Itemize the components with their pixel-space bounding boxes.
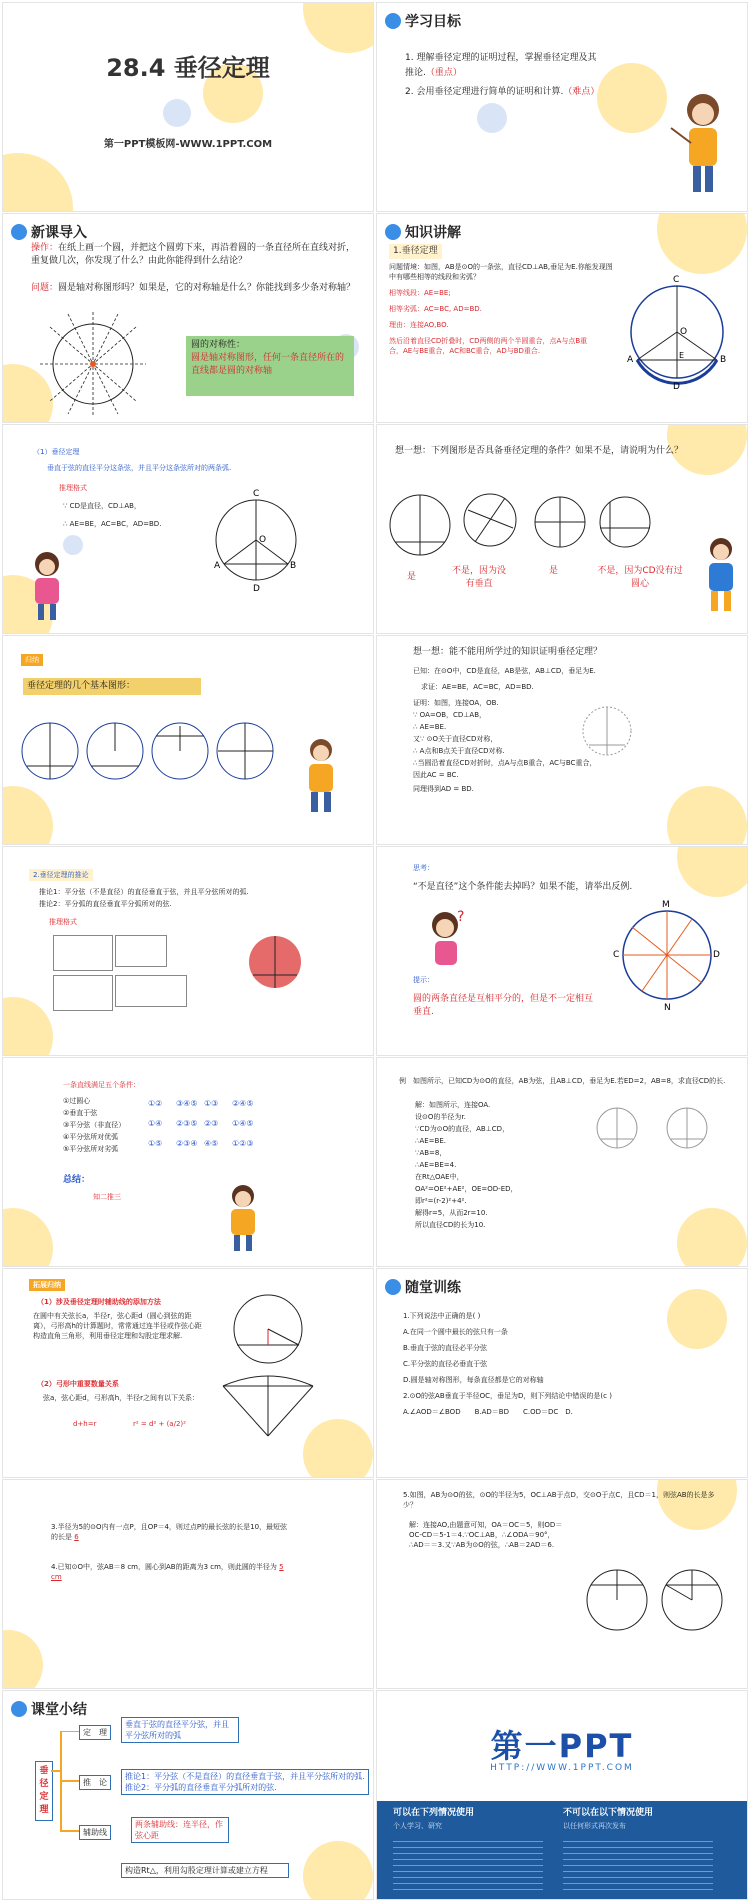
solution-9: 即r²=(r-2)²+4².	[415, 1197, 467, 1205]
formula-1: d+h=r	[73, 1420, 97, 1428]
counterexample-figure	[612, 897, 722, 1012]
question-text: 问题：圆是轴对称图形吗？如果是，它的对称轴是什么？你能找到多少条对称轴？	[31, 283, 356, 293]
section-header: 学习目标	[385, 11, 461, 31]
solution-6: ∴AE=BE=4.	[415, 1161, 457, 1169]
answer-2: 不是，因为没有垂直	[451, 566, 506, 589]
corollary-figure	[245, 927, 305, 997]
svg-text:④⑤: ④⑤	[204, 1139, 219, 1148]
node-auxiliary: 辅助线	[79, 1825, 111, 1840]
decor-circle	[3, 1208, 53, 1266]
basic-figures	[15, 706, 275, 796]
hint-label: 提示：	[413, 976, 434, 984]
decor-circle	[303, 1841, 373, 1899]
reasoning-box-3	[115, 935, 167, 967]
goal-2: 2. 会用垂径定理进行简单的证明和计算.（难点）	[405, 87, 600, 97]
proof-3: ∴ AE=BE.	[413, 723, 447, 731]
forbidden-sub: 以任何形式再次发布	[563, 1822, 626, 1830]
slide-16[interactable]	[377, 1480, 747, 1688]
decor-circle	[3, 153, 73, 211]
solution-8: OA²=OE²+AE²，OE=OD-ED，	[415, 1185, 518, 1193]
given: 已知：在⊙O中，CD是直径，AB是弦，AB⊥CD，垂足为E.	[413, 667, 596, 675]
option-c: C.平分弦的直径必垂直于弦	[403, 1360, 488, 1368]
subsection-label: 2.垂径定理的推论	[29, 869, 93, 881]
reasoning-label: 推理格式	[59, 484, 87, 492]
theorem-text: 垂直于弦的直径平分这条弦，并且平分这条弦所对的两条弧.	[47, 464, 232, 472]
girl-illustration	[425, 907, 469, 971]
solution-1: 解：如图所示，连接OA.	[415, 1101, 491, 1109]
reason: 理由：连接AO,BO.	[389, 321, 449, 329]
reasoning-label: 推理格式	[49, 918, 77, 926]
proof-4: 又∵ ⊙O关于直径CD对称，	[413, 735, 498, 743]
equal-arcs: 相等劣弧：AC=BC, AD=BD.	[389, 305, 482, 313]
slide-15[interactable]	[3, 1480, 373, 1688]
fold-explanation: 然后沿着直径CD折叠时，CD两侧的两个半圆重合，点A与点B重合，AE与BE重合，AC和BC重合，AD与BD重合.	[389, 337, 588, 355]
summary-label: 总结：	[63, 1175, 91, 1185]
reasoning-box-1	[53, 935, 113, 971]
decor-circle	[163, 99, 191, 127]
to-prove: 求证：AE=BE，AC=BC，AD=BD.	[421, 683, 534, 691]
svg-text:①④⑤: ①④⑤	[232, 1119, 254, 1128]
link-list-left	[393, 1836, 543, 1892]
slide-3[interactable]	[3, 214, 373, 422]
svg-text:C: C	[673, 275, 680, 285]
slide-13[interactable]	[3, 1269, 373, 1477]
conditions-title: 一条直线满足五个条件：	[63, 1081, 140, 1089]
symmetry-box: 圆的对称性： 圆是轴对称图形，任何一条直径所在的直线都是圆的对称轴	[186, 336, 354, 396]
slide-4[interactable]	[377, 214, 747, 422]
section-header: 随堂训练	[385, 1277, 461, 1297]
condition-2: ②垂直于弦	[63, 1109, 98, 1117]
reasoning-line-1: ∵ CD是直径，CD⊥AB，	[63, 502, 141, 510]
answer-3: 是	[549, 566, 559, 576]
decor-circle	[477, 103, 507, 133]
svg-text:A: A	[627, 355, 634, 365]
basic-figures-title: 垂径定理的几个基本图形：	[23, 678, 201, 695]
condition-5: ⑤平分弦所对劣弧	[63, 1145, 119, 1153]
bullet-icon	[11, 224, 27, 240]
svg-text:?: ?	[457, 909, 465, 925]
auxiliary-figures	[213, 1291, 333, 1441]
solution-10: 解得r=5，从而2r=10.	[415, 1209, 488, 1217]
svg-text:②③④: ②③④	[176, 1139, 198, 1148]
think-question: 想一想：下列图形是否具备垂径定理的条件？如果不是，请说明为什么？	[395, 446, 684, 456]
proof-7: 因此AC = BC.	[413, 771, 459, 779]
example-text: 例 如图所示，已知CD为⊙O的直径，AB为弦，且AB⊥CD，垂足为E.若ED=2，AB=8，求直径CD的长.	[399, 1077, 726, 1085]
decor-circle	[3, 1630, 43, 1688]
solution-5: ∵AB=8，	[415, 1149, 447, 1157]
relation-title: （2）弓形中重要数量关系	[37, 1380, 119, 1388]
proof-figure	[577, 701, 637, 761]
slide-18[interactable]	[377, 1691, 747, 1899]
method-title: （1）涉及垂径定理时辅助线的添加方法	[37, 1298, 161, 1306]
logo-text: 第一PPT	[490, 1727, 634, 1765]
question-2: 2.⊙O的弦AB垂直于半径OC，垂足为D，则下列结论中错误的是(c )	[403, 1392, 612, 1400]
svg-text:D: D	[253, 584, 260, 594]
slide-7[interactable]	[3, 636, 373, 844]
slide-12[interactable]	[377, 1058, 747, 1266]
bullet-icon	[11, 1701, 27, 1717]
slide-17[interactable]	[3, 1691, 373, 1899]
boy-illustration	[699, 535, 743, 615]
corollary-1: 推论1：平分弦（不是直径）的直径垂直于弦，并且平分弦所对的弧.	[39, 888, 249, 896]
svg-text:③④⑤: ③④⑤	[176, 1099, 198, 1108]
svg-text:A: A	[214, 561, 221, 571]
proof-5: ∴ A点和B点关于直径CD对称.	[413, 747, 505, 755]
slide-8[interactable]	[377, 636, 747, 844]
slide-14[interactable]	[377, 1269, 747, 1477]
proof-2: ∵ OA=OB，CD⊥AB，	[413, 711, 486, 719]
bullet-icon	[385, 13, 401, 29]
question-2-options: A.∠AOD＝∠BOD B.AD＝BD C.OD＝DC D.	[403, 1408, 573, 1416]
svg-text:M: M	[662, 900, 670, 910]
symmetry-circle-figure	[38, 312, 148, 417]
link-list-right	[563, 1836, 713, 1892]
question-4: 4.已知⊙O中，弦AB＝8 cm，圆心到AB的距离为3 cm，则此圆的半径为 5 cm	[51, 1563, 284, 1581]
forbidden-title: 不可以在以下情况使用	[563, 1808, 654, 1818]
decor-circle	[667, 1289, 727, 1349]
node-auxiliary-text: 两条辅助线：连半径，作弦心距	[131, 1817, 229, 1843]
option-d: D.圆是轴对称图形，每条直径都是它的对称轴	[403, 1376, 544, 1384]
svg-text:B: B	[290, 561, 297, 571]
answer-1: 是	[407, 572, 417, 582]
condition-4: ④平分弦所对优弧	[63, 1133, 119, 1141]
svg-text:①③: ①③	[204, 1099, 219, 1108]
solution-4: ∴AE=BE.	[415, 1137, 446, 1145]
section-header: 知识讲解	[385, 222, 461, 242]
svg-text:②③: ②③	[204, 1119, 219, 1128]
subsection-label: （1）垂径定理	[33, 448, 80, 456]
think-label: 思考：	[413, 864, 434, 872]
solution-11: 所以直径CD的长为10.	[415, 1221, 486, 1229]
bullet-icon	[385, 1279, 401, 1295]
proof-6: ∴当圆沿着直径CD对折时，点A与点B重合，AC与BC重合，	[413, 759, 597, 767]
svg-text:①④: ①④	[148, 1119, 163, 1128]
section-header: 课堂小结	[11, 1699, 87, 1719]
check-figures	[385, 490, 685, 560]
solution-3: ∵CD为⊙O的直径，AB⊥CD，	[415, 1125, 510, 1133]
reasoning-line-2: ∴ AE=BE，AC=BC，AD=BD.	[63, 520, 162, 528]
topic-vertical: 垂径定理	[35, 1761, 53, 1821]
goal-1: 1. 理解垂径定理的证明过程，掌握垂径定理及其推论.（重点）	[405, 53, 597, 78]
node-corollary: 推 论	[79, 1775, 111, 1790]
answer-4: 不是，因为CD没有过圆心	[597, 566, 683, 589]
slide-6[interactable]	[377, 425, 747, 633]
slide-1[interactable]	[3, 3, 373, 211]
slide-2[interactable]	[377, 3, 747, 211]
connector-lines	[51, 1731, 81, 1871]
svg-text:N: N	[664, 1003, 671, 1012]
summary-tag: 归纳	[21, 654, 43, 666]
condition-matrix	[148, 1096, 298, 1156]
node-final-text: 构造Rt△，利用勾股定理计算或建立方程	[121, 1863, 289, 1878]
slide-10[interactable]	[377, 847, 747, 1055]
boy-illustration	[299, 736, 343, 816]
subtitle: 第一PPT模板网-WWW.1PPT.COM	[103, 139, 273, 150]
option-a: A.在同一个圆中最长的弦只有一条	[403, 1328, 508, 1336]
relation-text: 弦a，弦心距d，弓形高h，半径r之间有以下关系：	[43, 1394, 200, 1402]
theorem-figure	[208, 480, 308, 600]
decor-circle	[3, 997, 53, 1055]
svg-text:②④⑤: ②④⑤	[232, 1099, 254, 1108]
reasoning-box-4	[115, 975, 187, 1007]
svg-text:C: C	[253, 489, 260, 499]
slide-11[interactable]	[3, 1058, 373, 1266]
subsection-label: 1.垂径定理	[389, 244, 442, 259]
problem-text: 问题情境：如图，AB是⊙O的一条弦，直径CD⊥AB,垂足为E.你能发现图中有哪些相等的线段和劣弧？	[389, 263, 613, 281]
svg-text:C: C	[613, 950, 620, 960]
decor-circle	[667, 786, 747, 844]
svg-text:O: O	[680, 327, 688, 337]
teacher-illustration	[223, 1183, 263, 1253]
example-figures	[587, 1103, 737, 1153]
svg-text:②③⑤: ②③⑤	[176, 1119, 198, 1128]
question-5-figures	[577, 1540, 737, 1660]
decor-circle	[303, 3, 373, 53]
reasoning-box-2	[53, 975, 113, 1011]
answer-3: 6	[74, 1533, 79, 1541]
summary-text: 知二推三	[93, 1193, 121, 1201]
solution-2: 设⊙O的半径为r.	[415, 1113, 466, 1121]
student-illustration	[25, 550, 69, 622]
node-corollary-text: 推论1：平分弦（不是直径）的直径垂直于弦，并且平分弦所对的弧.推论2：平分弧的直径垂直平分弧所对的弦.	[121, 1769, 369, 1795]
allowed-title: 可以在下列情况使用	[393, 1808, 475, 1818]
condition-3: ③平分弦（非直径）	[63, 1121, 126, 1129]
diameter-chord-figure	[617, 254, 737, 404]
slide-9[interactable]	[3, 847, 373, 1055]
proof-1: 证明：如图，连接OA，OB.	[413, 699, 499, 707]
svg-text:①⑤: ①⑤	[148, 1139, 163, 1148]
svg-text:O: O	[259, 535, 267, 545]
method-text: 在圆中有关弦长a，半径r，弦心距d（圆心到弦的距离），弓形高h的计算题时，常常通过连半径或作弦心距构造直角三角形，利用垂径定理和勾股定理求解.	[33, 1312, 202, 1340]
teacher-illustration	[667, 88, 737, 198]
page-title: 28.4 垂径定理	[106, 54, 270, 82]
node-theorem-text: 垂直于弦的直径平分弦，并且平分弦所对的弧	[121, 1717, 239, 1743]
solution-text: 解：连接AO,由题意可知，OA＝OC＝5，则OD＝OC-CD＝5-1＝4.∵OC⊥AB，∴∠ODA＝90°，∴AD＝＝3.又∵AB为⊙O的弦，∴AB＝2AD＝6.	[409, 1521, 563, 1549]
question-5: 5.如图，AB为⊙O的弦，⊙O的半径为5，OC⊥AB于点D，交⊙O于点C，且CD＝1，则弦AB的长是多少？	[403, 1491, 715, 1509]
think-question: 想一想：能不能用所学过的知识证明垂径定理？	[413, 647, 603, 657]
decor-circle	[677, 1208, 747, 1266]
hint-text: 圆的两条直径是互相平分的，但是不一定相互垂直.	[413, 994, 594, 1017]
condition-1: ①过圆心	[63, 1097, 91, 1105]
formula-2: r² = d² + (a/2)²	[133, 1420, 186, 1428]
corollary-2: 推论2：平分弧的直径垂直平分弧所对的弦.	[39, 900, 172, 908]
solution-7: 在Rt△OAE中，	[415, 1173, 464, 1181]
option-b: B.垂直于弦的直径必平分弦	[403, 1344, 488, 1352]
operation-text: 操作：在纸上画一个圆，并把这个圆剪下来，再沿着圆的一条直径所在直线对折，重复做几次，你发现了什么？由此你能得到什么结论？	[31, 243, 356, 266]
logo-url: HTTP://WWW.1PPT.COM	[490, 1763, 634, 1773]
question-1: 1.下列说法中正确的是( )	[403, 1312, 481, 1320]
bullet-icon	[385, 224, 401, 240]
section-header: 新课导入	[11, 222, 87, 242]
answer-4: 5 cm	[51, 1563, 284, 1581]
equal-segments: 相等线段：AE=BE;	[389, 289, 451, 297]
allowed-sub: 个人学习、研究	[393, 1822, 442, 1830]
svg-text:①②③: ①②③	[232, 1139, 254, 1148]
section-header: 拓展归纳	[29, 1279, 65, 1291]
svg-text:E: E	[679, 351, 685, 360]
svg-text:B: B	[720, 355, 727, 365]
slide-5[interactable]	[3, 425, 373, 633]
think-question: “不是直径”这个条件能去掉吗？如果不能，请举出反例.	[413, 882, 633, 892]
svg-text:D: D	[673, 382, 680, 392]
svg-text:①②: ①②	[148, 1099, 163, 1108]
svg-text:D: D	[713, 950, 720, 960]
node-theorem: 定 理	[79, 1725, 111, 1740]
proof-8: 同理得到AD = BD.	[413, 785, 474, 793]
question-3: 3.半径为5的⊙O内有一点P，且OP＝4，则过点P的最长弦的长是10，最短弦的长是 6	[51, 1523, 288, 1541]
